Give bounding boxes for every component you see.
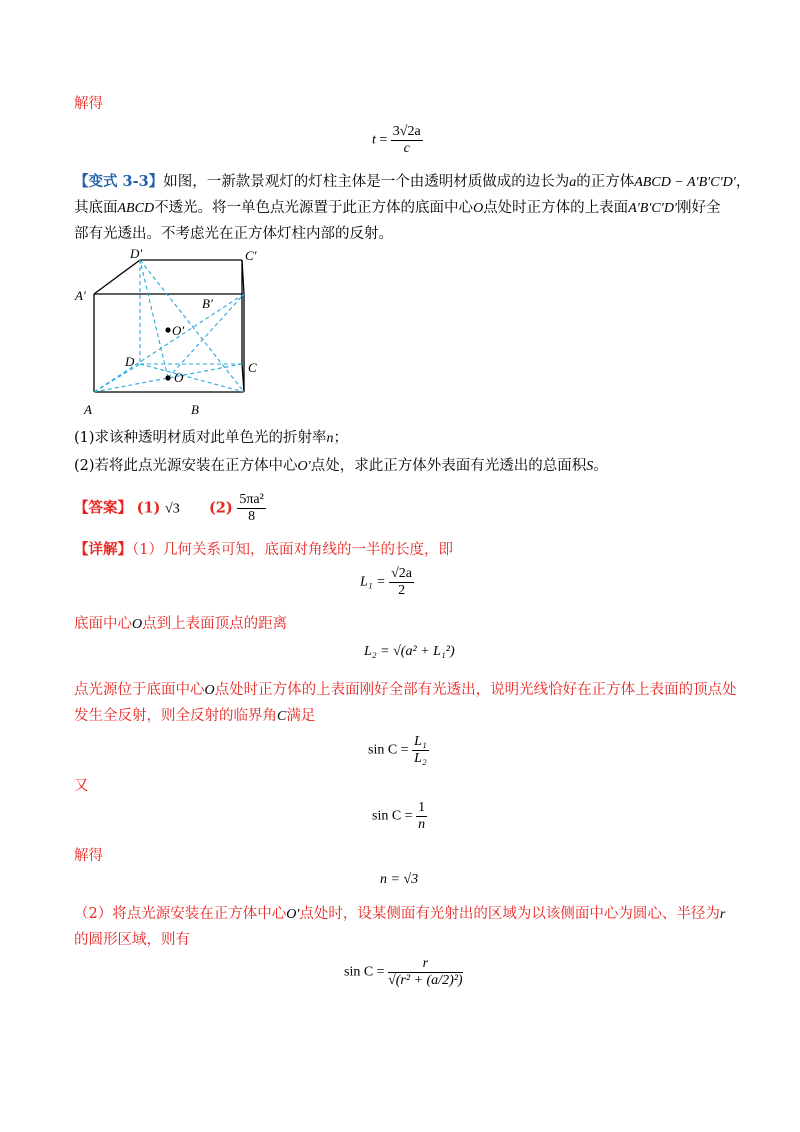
label-B: B bbox=[191, 402, 199, 417]
eq3-den: L₂ bbox=[414, 751, 427, 766]
detail-text-3b: 点处时正方体的上表面刚好全部有光透出，说明光线恰好在正方体上表面的顶点处 bbox=[214, 682, 737, 698]
cube-name: ABCD − A′B′C′D′ bbox=[634, 175, 736, 190]
edge-A1D1 bbox=[94, 260, 140, 294]
label-C: C bbox=[248, 360, 257, 375]
eq4-lhs: sin C = bbox=[372, 808, 413, 824]
problem-text-2d: 刚好全 bbox=[677, 200, 721, 216]
question-1-text: (1)求该种透明材质对此单色光的折射率 bbox=[74, 430, 327, 446]
eq3-num: L₁ bbox=[414, 734, 427, 749]
var-O1: O′ bbox=[297, 459, 311, 474]
label-C1: C′ bbox=[245, 248, 257, 263]
answer-value-1: √3 bbox=[165, 501, 180, 517]
label-D: D bbox=[125, 354, 135, 369]
point-O bbox=[165, 375, 170, 380]
detail-var-O-2: O bbox=[204, 683, 215, 698]
problem-text-2a: 其底面 bbox=[74, 200, 118, 216]
question-2-text: (2)若将此点光源安装在正方体中心 bbox=[74, 458, 298, 474]
var-O: O bbox=[473, 201, 484, 216]
answer-part-2: (2) bbox=[208, 499, 233, 517]
eq4-frac bbox=[416, 800, 427, 833]
detail-text-2b: 点到上表面顶点的距离 bbox=[142, 616, 288, 632]
problem-text-1b: 的正方体 bbox=[576, 174, 635, 190]
detail-text-1: （1）几何关系可知，底面对角线的一半的长度，即 bbox=[132, 542, 453, 558]
question-2-end: 。 bbox=[593, 458, 608, 474]
detail-tag: 【详解】 bbox=[74, 541, 132, 558]
question-2-text-b: 点处，求此正方体外表面有光透出的总面积 bbox=[310, 458, 587, 474]
detail-line-5: 又 bbox=[74, 778, 89, 794]
point-O1 bbox=[165, 327, 170, 332]
diag-D1B bbox=[140, 260, 244, 392]
base-name: ABCD bbox=[117, 201, 155, 216]
top-face-name: A′B′C′D′ bbox=[628, 201, 677, 216]
problem-line-3: 部有光透出。不考虑光在正方体灯柱内部的反射。 bbox=[74, 226, 393, 242]
problem-text-2b: 不透光。将一单色点光源置于此正方体的底面中心 bbox=[154, 200, 474, 216]
label-O: O bbox=[174, 370, 184, 385]
problem-text-1a: 如图，一新款景观灯的灯柱主体是一个由透明材质做成的边长为 bbox=[163, 174, 570, 190]
label-B1: B′ bbox=[202, 296, 213, 311]
detail-text-3a: 点光源位于底面中心 bbox=[74, 682, 205, 698]
eq3-lhs: sin C = bbox=[368, 742, 409, 758]
detail-text-2a: 底面中心 bbox=[74, 616, 132, 632]
detail-var-O: O bbox=[132, 617, 143, 632]
equation-L1 bbox=[360, 566, 414, 599]
detail-text-4a: 发生全反射，则全反射的临界角 bbox=[74, 708, 277, 724]
answer-2-num: 5πa² bbox=[239, 492, 264, 507]
equation-n: n = √3 bbox=[380, 872, 419, 887]
detail-line-2 bbox=[74, 614, 287, 635]
problem-text-1c: ， bbox=[735, 174, 751, 190]
eq1-lhs: L₁ = bbox=[360, 574, 386, 590]
detail-line-3 bbox=[74, 680, 737, 701]
problem-tag: 【变式 3-3】 bbox=[74, 173, 164, 190]
answer-part-1: (1) bbox=[136, 499, 161, 517]
equation-t: t = $\frac{3√2a}{c}$ bbox=[372, 124, 421, 156]
detail-text-7a: （2）将点光源安装在正方体中心 bbox=[74, 906, 287, 922]
eq-t-den: c bbox=[403, 141, 410, 156]
answer-2-den: 8 bbox=[248, 509, 256, 524]
detail-line-6: 解得 bbox=[74, 848, 103, 864]
detail-var-r: r bbox=[719, 907, 726, 922]
eq1-num: √2a bbox=[391, 566, 413, 581]
detail-text-4b: 满足 bbox=[286, 708, 316, 724]
eq3-frac bbox=[412, 734, 429, 767]
eq-t-frac bbox=[391, 124, 423, 157]
label-D1: D′ bbox=[130, 248, 143, 261]
eq4-den: n bbox=[418, 817, 426, 832]
equation-sinC-1 bbox=[368, 734, 429, 767]
detail-text-7b: 点处时，设某侧面有光射出的区域为以该侧面中心为圆心、半径为 bbox=[299, 906, 720, 922]
eq-t-lhs: t bbox=[372, 132, 376, 148]
equation-L2: L₂ = √(a² + L₁²) bbox=[364, 644, 455, 659]
var-a: a bbox=[569, 175, 577, 190]
question-1 bbox=[74, 428, 348, 449]
eq1-den: 2 bbox=[398, 583, 406, 598]
detail-line-8: 的圆形区域，则有 bbox=[74, 932, 190, 948]
answer-line bbox=[74, 492, 266, 525]
eq4-num: 1 bbox=[418, 800, 426, 815]
equation-sinC-3 bbox=[344, 956, 463, 989]
detail-line-7 bbox=[74, 904, 725, 925]
var-S: S bbox=[586, 459, 594, 474]
eq6-den: √(r² + (a/2)²) bbox=[388, 973, 463, 988]
label-O1: O′ bbox=[172, 323, 185, 338]
solve-label-1: 解得 bbox=[74, 96, 103, 112]
eq1-frac bbox=[389, 566, 414, 599]
question-2 bbox=[74, 456, 608, 477]
equation-sinC-2 bbox=[372, 800, 427, 833]
answer-value-2 bbox=[237, 492, 265, 525]
diag-DB bbox=[140, 364, 244, 392]
answer-tag: 【答案】 bbox=[74, 499, 132, 517]
detail-var-C: C bbox=[277, 709, 287, 724]
cube-figure bbox=[70, 248, 270, 422]
problem-line-2 bbox=[74, 198, 721, 219]
var-n: n bbox=[326, 431, 334, 446]
eq6-num: r bbox=[388, 956, 463, 973]
eq6-frac bbox=[388, 956, 463, 989]
eq6-lhs: sin C = bbox=[344, 964, 385, 980]
question-1-end: ； bbox=[333, 430, 349, 446]
label-A1: A′ bbox=[75, 288, 86, 303]
detail-line-4 bbox=[74, 706, 315, 727]
detail-var-O1: O′ bbox=[286, 907, 300, 922]
eq-t-num: 3√2a bbox=[392, 124, 421, 139]
detail-line-1 bbox=[74, 540, 453, 560]
problem-line-1 bbox=[74, 172, 750, 193]
label-A: A bbox=[84, 402, 92, 417]
problem-text-2c: 点处时正方体的上表面 bbox=[483, 200, 629, 216]
